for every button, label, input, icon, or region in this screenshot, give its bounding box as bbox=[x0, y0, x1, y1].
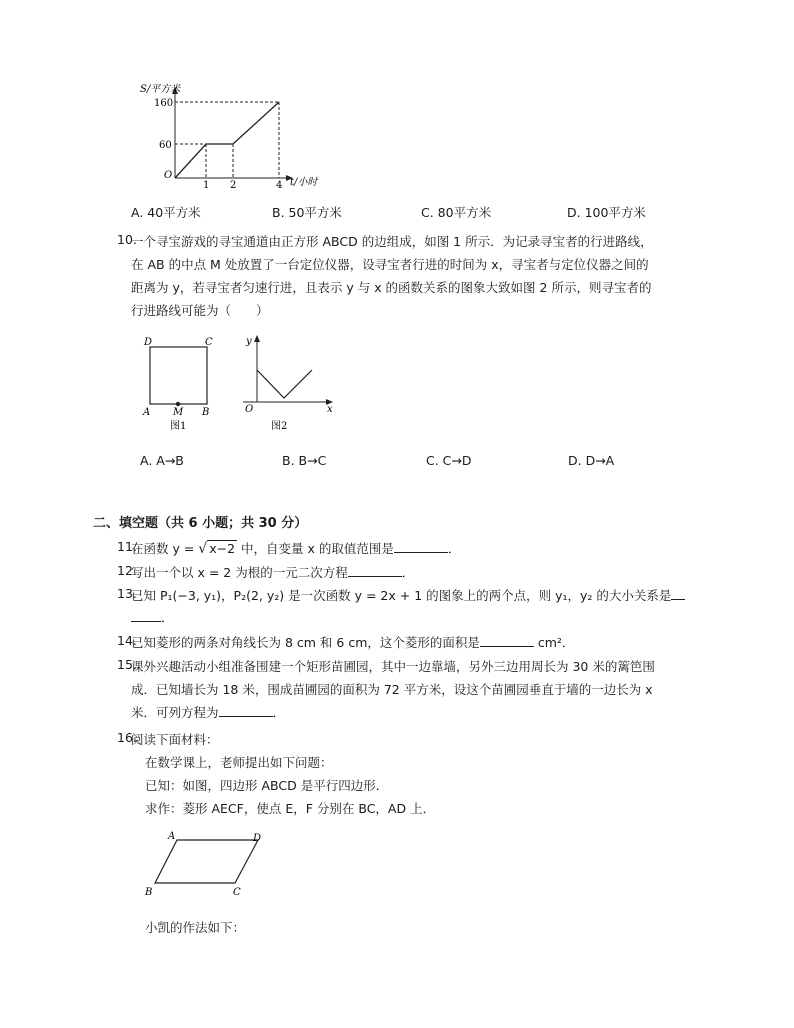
q13-answer-blank-part2[interactable] bbox=[131, 609, 161, 622]
q13-number: 13. bbox=[117, 586, 137, 601]
q16-last-line: 小凯的作法如下： bbox=[145, 920, 246, 935]
q16-label-c: C bbox=[233, 887, 241, 898]
q9-origin: O bbox=[164, 170, 173, 181]
q15-text-3: 米．可列方程为 bbox=[131, 705, 219, 720]
q12-line bbox=[131, 563, 414, 581]
q9-y-tick-160: 160 bbox=[154, 98, 174, 109]
q9-option-c: C. 80平方米 bbox=[421, 205, 492, 220]
section-2-title: 二、填空题（共 6 小题；共 30 分） bbox=[93, 516, 308, 531]
q11-line bbox=[131, 539, 460, 557]
q15-number: 15. bbox=[117, 657, 137, 672]
q9-x-tick-2: 2 bbox=[230, 180, 237, 188]
q10-option-b: B. B→C bbox=[282, 453, 327, 468]
q9-graph bbox=[140, 82, 330, 188]
point-m bbox=[176, 402, 180, 406]
q9-x-tick-1: 1 bbox=[203, 180, 210, 188]
label-a: A bbox=[143, 407, 151, 418]
label-c: C bbox=[205, 337, 213, 348]
q15-answer-blank[interactable] bbox=[219, 704, 273, 717]
q10-line-1: 一个寻宝游戏的寻宝通道由正方形 ABCD 的边组成，如图 1 所示．为记录寻宝者的行进路线， bbox=[131, 234, 653, 249]
q10-number: 10. bbox=[117, 232, 137, 247]
q9-x-tick-4: 4 bbox=[276, 180, 283, 188]
q15-line-3 bbox=[131, 703, 285, 721]
q10-figure-1 bbox=[140, 335, 220, 435]
q10-option-c: C. C→D bbox=[426, 453, 472, 468]
q10-line-4: 行进路线可能为（ ） bbox=[131, 303, 269, 318]
q9-x-label: t/小时 bbox=[290, 177, 318, 188]
label-b: B bbox=[202, 407, 210, 418]
q10-option-a: A. A→B bbox=[140, 453, 184, 468]
q11-end: ． bbox=[447, 541, 461, 556]
fig2-origin: O bbox=[245, 404, 254, 415]
fig2-y-arrow bbox=[254, 335, 260, 342]
q16-number: 16. bbox=[117, 730, 137, 745]
q9-option-d: D. 100平方米 bbox=[567, 205, 646, 220]
q13-answer-blank-part1[interactable] bbox=[671, 587, 685, 600]
q15-line-1: 课外兴趣活动小组准备围建一个矩形苗圃园，其中一边靠墙，另外三边用周长为 30 米的篱笆围 bbox=[131, 659, 655, 674]
q14-unit: cm²． bbox=[537, 635, 575, 650]
parallelogram-abcd bbox=[155, 840, 258, 883]
q14-answer-blank[interactable] bbox=[480, 634, 534, 647]
q14-text: 已知菱形的两条对角线长为 8 cm 和 6 cm，这个菱形的面积是 bbox=[131, 635, 480, 650]
q13-line-2 bbox=[131, 608, 174, 626]
q15-end: ． bbox=[272, 705, 286, 720]
q11-number: 11. bbox=[117, 539, 137, 554]
q16-line-4: 求作：菱形 AECF，使点 E，F 分别在 BC，AD 上． bbox=[145, 801, 436, 816]
q9-y-label: S/平方米 bbox=[140, 84, 181, 95]
figure-2-caption: 图2 bbox=[271, 421, 288, 432]
fig2-function-line bbox=[257, 370, 312, 398]
q11-sqrt: √ x−2 bbox=[198, 541, 236, 557]
q12-answer-blank[interactable] bbox=[348, 564, 402, 577]
q16-label-d: D bbox=[253, 833, 262, 844]
square-abcd bbox=[150, 347, 207, 404]
q13-line-1 bbox=[131, 586, 685, 604]
q10-line-2: 在 AB 的中点 M 处放置了一台定位仪器，设寻宝者行进的时间为 x，寻宝者与定位仪器之间的 bbox=[131, 257, 649, 272]
q9-function-line bbox=[175, 102, 279, 178]
q12-text: 写出一个以 x = 2 为根的一元二次方程 bbox=[131, 565, 348, 580]
fig2-y-label: y bbox=[246, 336, 252, 347]
q12-number: 12. bbox=[117, 563, 137, 578]
q16-label-b: B bbox=[145, 887, 153, 898]
q11-post: 中，自变量 x 的取值范围是 bbox=[237, 541, 394, 556]
q10-line-3: 距离为 y，若寻宝者匀速行进，且表示 y 与 x 的函数关系的图象大致如图 2 所示，则寻宝者的 bbox=[131, 280, 652, 295]
q14-number: 14. bbox=[117, 633, 137, 648]
q9-y-tick-60: 60 bbox=[159, 140, 172, 151]
label-d: D bbox=[144, 337, 153, 348]
q10-option-d: D. D→A bbox=[568, 453, 615, 468]
q12-end: ． bbox=[401, 565, 415, 580]
q16-line-3: 已知：如图，四边形 ABCD 是平行四边形． bbox=[145, 778, 389, 793]
fig2-x-label: x bbox=[327, 404, 333, 415]
figure-1-caption: 图1 bbox=[170, 421, 187, 432]
q13-text: 已知 P₁(−3, y₁)，P₂(2, y₂) 是一次函数 y = 2x + 1 的图象上的两个点，则 y₁，y₂ 的大小关系是 bbox=[131, 588, 672, 603]
q9-option-b: B. 50平方米 bbox=[272, 205, 342, 220]
q16-label-a: A bbox=[168, 831, 176, 842]
label-m: M bbox=[173, 407, 184, 418]
q10-figure-2 bbox=[235, 332, 340, 435]
q11-answer-blank[interactable] bbox=[394, 540, 448, 553]
q16-line-2: 在数学课上，老师提出如下问题： bbox=[145, 755, 333, 770]
q14-line bbox=[131, 633, 574, 651]
q15-line-2: 成．已知墙长为 18 米，围成苗圃园的面积为 72 平方米，设这个苗圃园垂直于墙的一边长为 x bbox=[131, 682, 653, 697]
q9-option-a: A. 40平方米 bbox=[131, 205, 201, 220]
q11-radicand: x−2 bbox=[209, 541, 236, 556]
q16-parallelogram-figure bbox=[140, 827, 270, 899]
q16-line-1: 阅读下面材料： bbox=[131, 732, 219, 747]
q13-end: ． bbox=[161, 610, 174, 625]
q11-pre: 在函数 y = bbox=[131, 541, 199, 556]
